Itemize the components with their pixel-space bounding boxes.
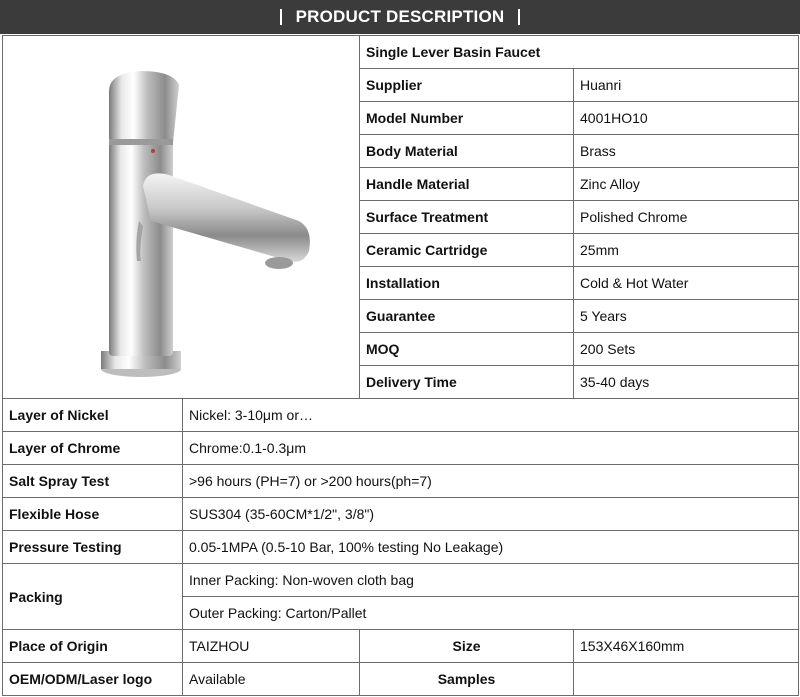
product-title-row: [3, 36, 799, 69]
detail-row: [3, 399, 799, 432]
spec-value: 4001HO10: [574, 102, 799, 135]
detail-value: 0.05-1MPA (0.5-10 Bar, 100% testing No Leakage): [183, 531, 799, 564]
oem-label: OEM/ODM/Laser logo: [3, 663, 183, 696]
spec-value: 25mm: [574, 234, 799, 267]
detail-label: Flexible Hose: [3, 498, 183, 531]
detail-row: [3, 531, 799, 564]
detail-value: SUS304 (35-60CM*1/2", 3/8"): [183, 498, 799, 531]
detail-row: [3, 465, 799, 498]
detail-label: Pressure Testing: [3, 531, 183, 564]
spec-label: Delivery Time: [360, 366, 574, 399]
spec-value: Zinc Alloy: [574, 168, 799, 201]
size-label: Size: [360, 630, 574, 663]
detail-row: [3, 498, 799, 531]
packing-row: [3, 564, 799, 597]
spec-value: Brass: [574, 135, 799, 168]
product-spec-table: [2, 35, 799, 696]
packing-label: Packing: [3, 564, 183, 630]
spec-label: Ceramic Cartridge: [360, 234, 574, 267]
spec-label: Installation: [360, 267, 574, 300]
spec-label: Body Material: [360, 135, 574, 168]
header-divider-right: [518, 9, 520, 25]
product-name: Single Lever Basin Faucet: [360, 36, 799, 69]
detail-label: Layer of Nickel: [3, 399, 183, 432]
header-title: PRODUCT DESCRIPTION: [295, 7, 505, 26]
header-divider-left: [280, 9, 282, 25]
product-image-cell: [3, 36, 360, 399]
origin-row: [3, 630, 799, 663]
detail-value: >96 hours (PH=7) or >200 hours(ph=7): [183, 465, 799, 498]
faucet-image: [51, 51, 311, 381]
spec-label: Supplier: [360, 69, 574, 102]
spec-label: Surface Treatment: [360, 201, 574, 234]
detail-value: Chrome:0.1-0.3μm: [183, 432, 799, 465]
inner-packing: Inner Packing: Non-woven cloth bag: [183, 564, 799, 597]
spec-value: Polished Chrome: [574, 201, 799, 234]
origin-label: Place of Origin: [3, 630, 183, 663]
spec-value: Cold & Hot Water: [574, 267, 799, 300]
size-value: 153X46X160mm: [574, 630, 799, 663]
section-header: [0, 0, 800, 34]
spec-value: Huanri: [574, 69, 799, 102]
oem-value: Available: [183, 663, 360, 696]
spec-label: MOQ: [360, 333, 574, 366]
oem-row: [3, 663, 799, 696]
spec-label: Handle Material: [360, 168, 574, 201]
samples-label: Samples: [360, 663, 574, 696]
origin-value: TAIZHOU: [183, 630, 360, 663]
detail-label: Salt Spray Test: [3, 465, 183, 498]
spec-value: 5 Years: [574, 300, 799, 333]
spec-value: 35-40 days: [574, 366, 799, 399]
spec-value: 200 Sets: [574, 333, 799, 366]
spec-label: Guarantee: [360, 300, 574, 333]
outer-packing: Outer Packing: Carton/Pallet: [183, 597, 799, 630]
detail-row: [3, 432, 799, 465]
samples-value: [574, 663, 799, 696]
detail-value: Nickel: 3-10μm or…: [183, 399, 799, 432]
spec-label: Model Number: [360, 102, 574, 135]
detail-label: Layer of Chrome: [3, 432, 183, 465]
